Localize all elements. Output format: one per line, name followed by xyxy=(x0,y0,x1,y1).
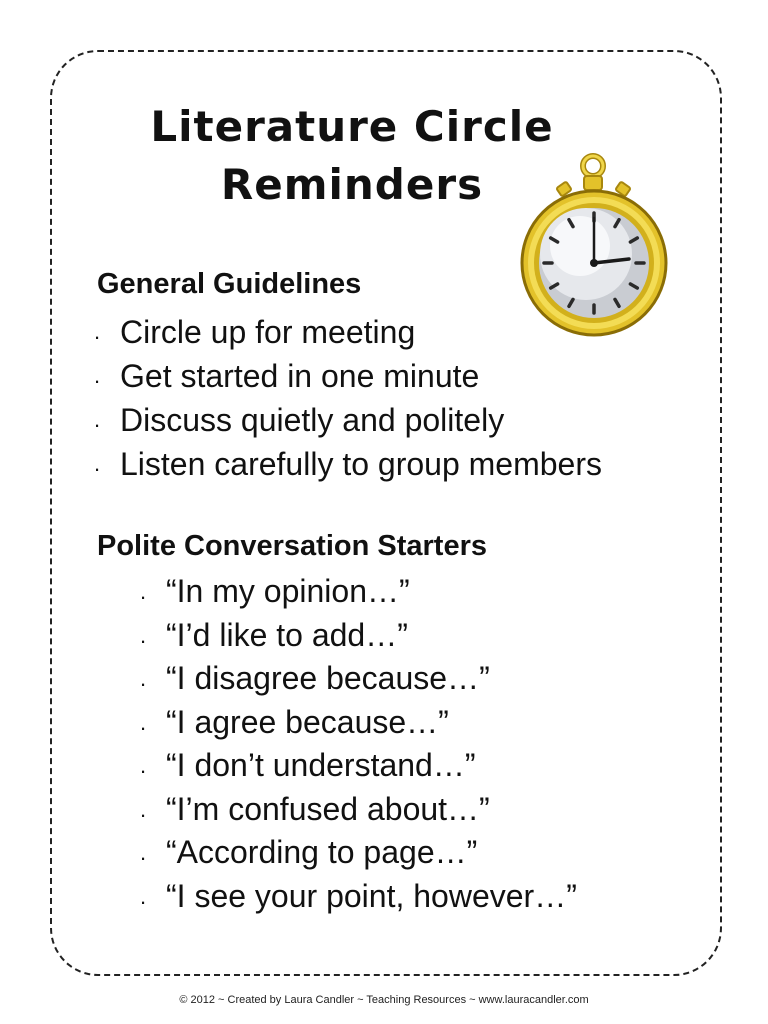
bullet: . xyxy=(140,796,147,822)
list-item xyxy=(140,570,577,614)
starter-text: “I’d like to add…” xyxy=(166,616,408,653)
list-item xyxy=(140,831,577,875)
starter-text: “I agree because…” xyxy=(166,703,449,740)
bullet: . xyxy=(140,579,147,604)
bullet: . xyxy=(94,319,101,344)
list-item xyxy=(94,442,602,486)
list-item xyxy=(140,875,577,919)
starter-text: “According to page…” xyxy=(166,834,478,870)
bullet: . xyxy=(94,451,101,476)
conversation-starters-heading: Polite Conversation Starters xyxy=(97,530,487,562)
general-guidelines-heading: General Guidelines xyxy=(97,268,362,300)
list-item xyxy=(94,354,602,398)
bullet: . xyxy=(94,363,101,388)
bullet: . xyxy=(140,883,147,909)
list-item xyxy=(94,398,602,442)
guideline-text: Get started in one minute xyxy=(120,358,480,394)
list-item xyxy=(140,788,577,832)
starter-text: “I’m confused about…” xyxy=(166,790,490,827)
general-guidelines-list xyxy=(94,310,602,486)
guideline-text: Discuss quietly and politely xyxy=(120,402,505,438)
list-item xyxy=(140,701,577,745)
bullet: . xyxy=(140,622,147,648)
list-item xyxy=(140,614,577,658)
title-line-2: Reminders xyxy=(220,160,484,209)
bullet: . xyxy=(140,709,147,735)
bullet: . xyxy=(140,666,147,691)
title-line-1: Literature Circle xyxy=(150,102,554,151)
starter-text: “I disagree because…” xyxy=(166,660,490,696)
list-item xyxy=(94,310,602,354)
starter-text: “I see your point, however…” xyxy=(166,877,577,914)
list-item xyxy=(140,657,577,701)
bullet: . xyxy=(140,753,147,778)
list-item xyxy=(140,744,577,788)
bullet: . xyxy=(94,407,101,432)
conversation-starters-list xyxy=(140,570,577,918)
starter-text: “I don’t understand…” xyxy=(166,747,476,783)
guideline-text: Circle up for meeting xyxy=(120,314,416,350)
starter-text: “In my opinion…” xyxy=(166,573,410,609)
bullet: . xyxy=(140,840,147,865)
guideline-text: Listen carefully to group members xyxy=(120,446,602,482)
copyright-footer: © 2012 ~ Created by Laura Candler ~ Teaching Resources ~ www.lauracandler.com xyxy=(179,994,589,1006)
